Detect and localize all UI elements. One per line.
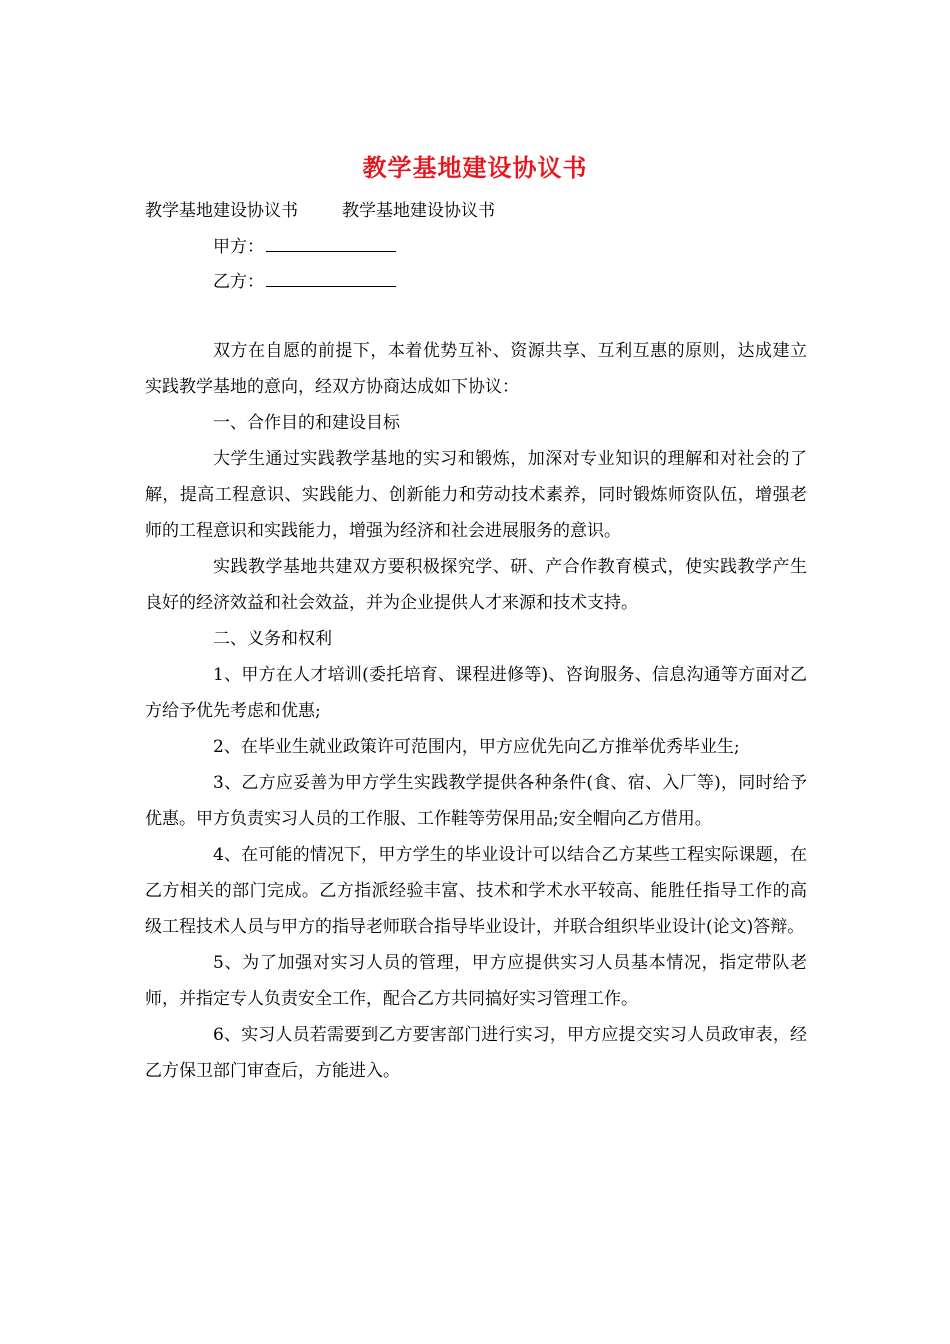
subtitle-right: 教学基地建设协议书 — [342, 201, 495, 221]
item-5: 5、为了加强对实习人员的管理，甲方应提供实习人员基本情况，指定带队老师，并指定专人负责安全工作，配合乙方共同搞好实习管理工作。 — [145, 953, 807, 1009]
section1-paragraph-2: 实践教学基地共建双方要积极探究学、研、产合作教育模式，使实践教学产生良好的经济效益和社会效益，并为企业提供人才来源和技术支持。 — [145, 557, 807, 613]
subtitle-line — [145, 199, 495, 223]
party-b-label: 乙方： — [213, 272, 264, 292]
party-b-blank — [266, 272, 396, 287]
party-a-label: 甲方： — [213, 237, 264, 257]
section1-heading: 一、合作目的和建设目标 — [213, 413, 400, 433]
subtitle-left: 教学基地建设协议书 — [145, 201, 298, 221]
intro-paragraph: 双方在自愿的前提下，本着优势互补、资源共享、互利互惠的原则，达成建立实践教学基地的意向，经双方协商达成如下协议： — [145, 341, 807, 397]
item-2: 2、在毕业生就业政策许可范围内，甲方应优先向乙方推举优秀毕业生; — [213, 737, 740, 757]
party-a-line — [213, 235, 396, 259]
party-a-blank — [266, 237, 396, 252]
item-3: 3、乙方应妥善为甲方学生实践教学提供各种条件(食、宿、入厂等)，同时给予优惠。甲方负责实习人员的工作服、工作鞋等劳保用品;安全帽向乙方借用。 — [145, 773, 807, 829]
agreement-body — [145, 333, 807, 1089]
section1-paragraph-1: 大学生通过实践教学基地的实习和锻炼，加深对专业知识的理解和对社会的了解，提高工程意识、实践能力、创新能力和劳动技术素养，同时锻炼师资队伍，增强老师的工程意识和实践能力，增强为经济和社会进展服务的意识。 — [145, 449, 807, 541]
party-b-line — [213, 270, 396, 294]
section2-heading: 二、义务和权利 — [213, 629, 332, 649]
document-title: 教学基地建设协议书 — [362, 153, 588, 182]
item-4: 4、在可能的情况下，甲方学生的毕业设计可以结合乙方某些工程实际课题，在乙方相关的部门完成。乙方指派经验丰富、技术和学术水平较高、能胜任指导工作的高级工程技术人员与甲方的指导老师联合指导毕业设计，并联合组织毕业设计(论文)答辩。 — [145, 845, 807, 937]
item-6: 6、实习人员若需要到乙方要害部门进行实习，甲方应提交实习人员政审表，经乙方保卫部门审查后，方能进入。 — [145, 1025, 807, 1081]
item-1: 1、甲方在人才培训(委托培育、课程进修等)、咨询服务、信息沟通等方面对乙方给予优先考虑和优惠; — [145, 665, 807, 721]
